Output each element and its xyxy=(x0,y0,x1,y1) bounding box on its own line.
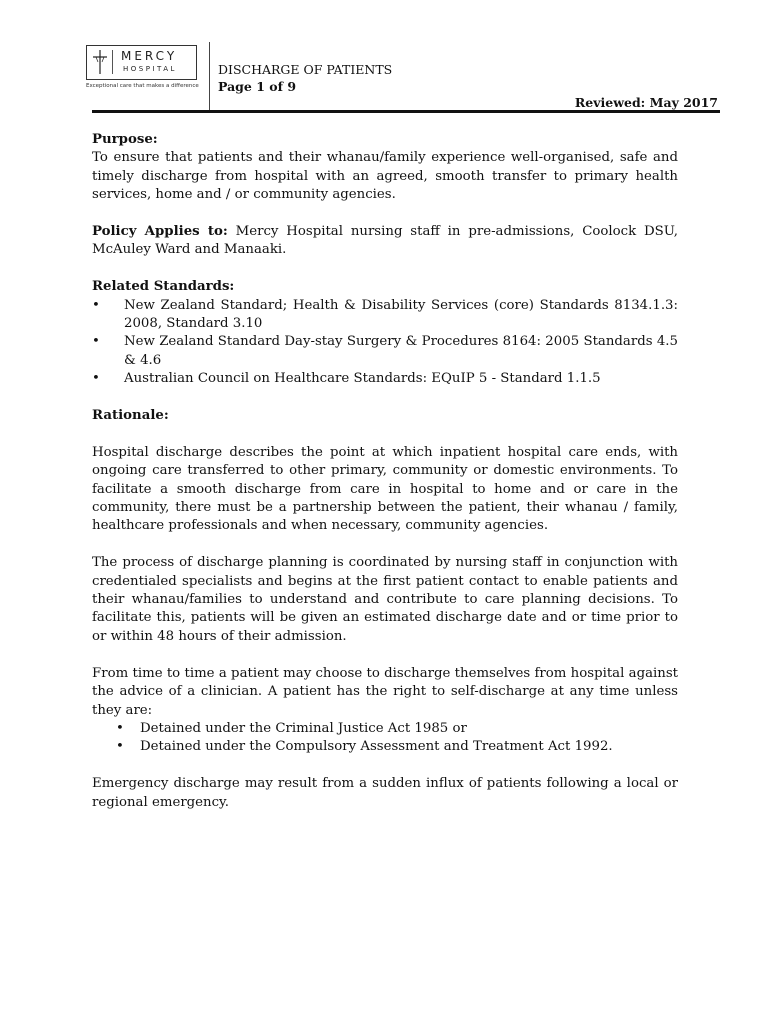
logo-name: MERCY xyxy=(121,49,178,63)
logo-tagline: Exceptional care that makes a difference xyxy=(86,83,199,89)
rationale-heading: Rationale: xyxy=(92,408,169,424)
list-item: • Detained under the Compulsory Assessment and Treatment Act 1992. xyxy=(92,738,678,756)
header-rule xyxy=(92,110,720,113)
list-item: • Detained under the Criminal Justice Act 1985 or xyxy=(92,720,678,738)
list-item: • New Zealand Standard Day-stay Surgery & Procedures 8164: 2005 Standards 4.5 & 4.6 xyxy=(92,333,678,370)
logo-divider xyxy=(112,50,113,74)
reviewed-date: Reviewed: May 2017 xyxy=(574,95,718,110)
logo-subtitle: HOSPITAL xyxy=(123,65,177,73)
policy-applies-label: Policy Applies to: xyxy=(92,224,228,240)
header-divider xyxy=(209,42,210,110)
cross-icon xyxy=(92,50,108,74)
policy-applies-text: Mercy Hospital nursing staff in pre-admissions, Coolock DSU, McAuley Ward and Manaaki. xyxy=(92,224,678,258)
page-number: Page 1 of 9 xyxy=(218,79,297,94)
standards-list xyxy=(92,297,678,389)
rationale-paragraph-1: Hospital discharge describes the point at which inpatient hospital care ends, with ongoing care transferred to other primary, community or domestic environments. To facilitate a smooth discharge from care in hospital to home and or care in the community, there must be a partnership between the patient, their whanau / family, healthcare professionals and when necessary, community agencies. xyxy=(92,444,678,534)
self-discharge-exceptions-list xyxy=(92,720,678,757)
rationale-paragraph-2: The process of discharge planning is coordinated by nursing staff in conjunction with credentialed specialists and begins at the first patient contact to enable patients and their whanau/families to understand and contribute to care planning decisions. To facilitate this, patients will be given an estimated discharge date and or time prior to or within 48 hours of their admission. xyxy=(92,555,678,644)
purpose-heading: Purpose: xyxy=(92,132,158,147)
standards-heading: Related Standards: xyxy=(92,279,235,295)
rationale-paragraph-4: Emergency discharge may result from a sudden influx of patients following a local or regional emergency. xyxy=(92,776,678,810)
mercy-hospital-logo xyxy=(86,45,197,80)
document-body xyxy=(92,131,678,812)
list-item: • New Zealand Standard; Health & Disability Services (core) Standards 8134.1.3: 2008, Standard 3.10 xyxy=(92,297,678,334)
document-title: DISCHARGE OF PATIENTS xyxy=(218,62,393,77)
policy-applies-paragraph xyxy=(92,223,678,260)
purpose-text: To ensure that patients and their whanau/family experience well-organised, safe and timely discharge from hospital with an agreed, smooth transfer to primary health services, home and / or community agencies. xyxy=(92,150,678,203)
rationale-paragraph-3: From time to time a patient may choose to discharge themselves from hospital against the advice of a clinician. A patient has the right to self-discharge at any time unless they are: xyxy=(92,665,678,718)
page-header xyxy=(0,0,770,115)
list-item: • Australian Council on Healthcare Standards: EQuIP 5 - Standard 1.1.5 xyxy=(92,370,678,388)
